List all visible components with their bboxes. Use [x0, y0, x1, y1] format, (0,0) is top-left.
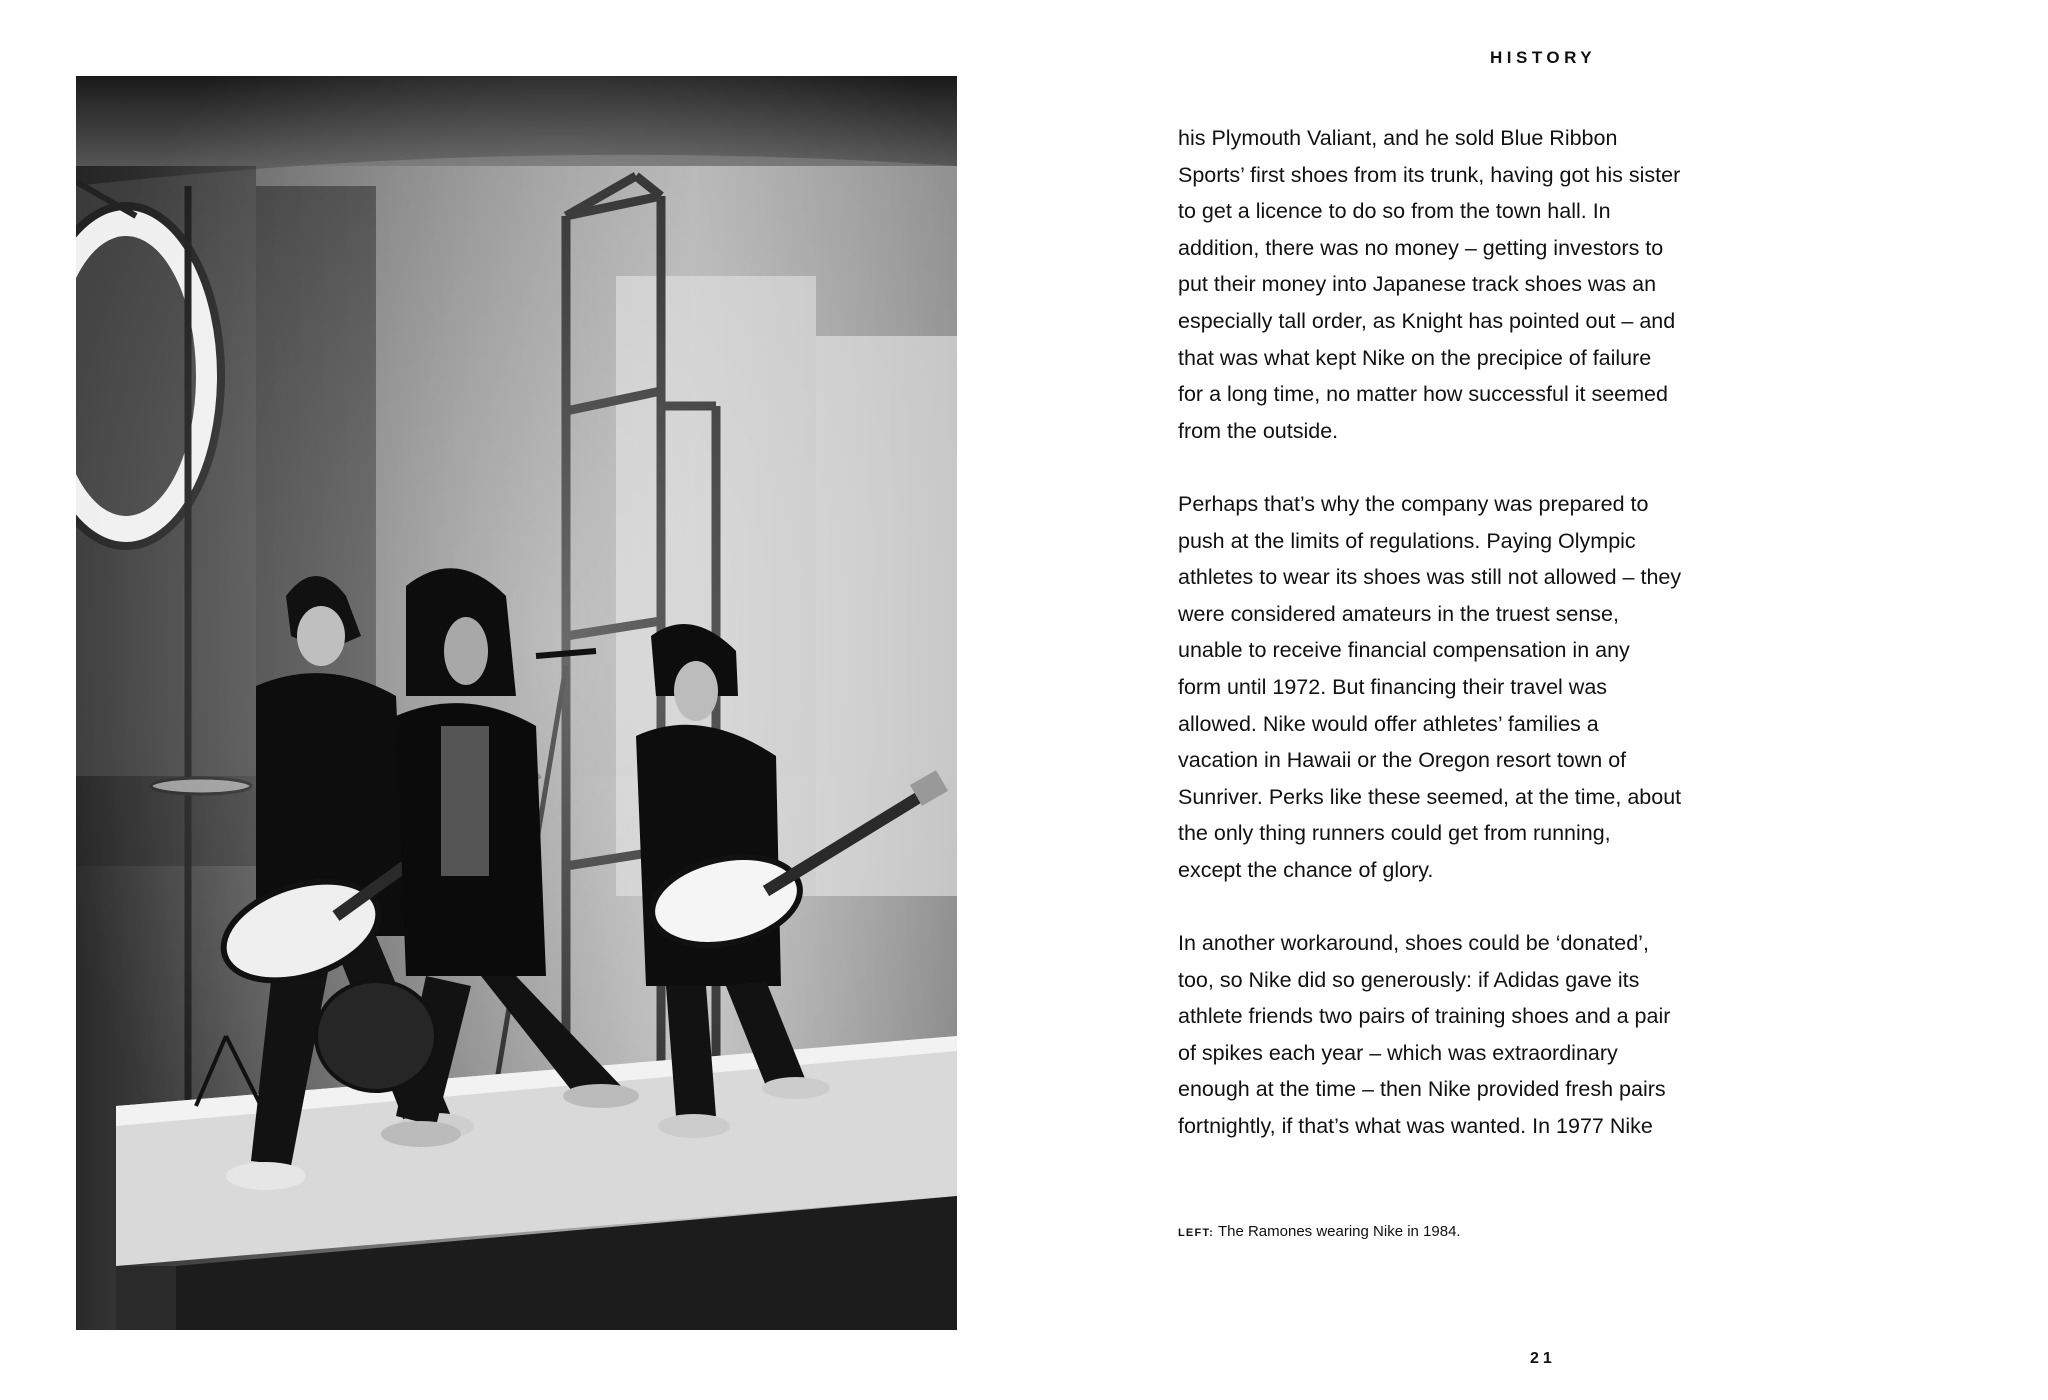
band-photo	[76, 76, 957, 1330]
text-line: from the outside.	[1178, 418, 1339, 443]
caption-text: The Ramones wearing Nike in 1984.	[1217, 1223, 1461, 1240]
caption-position-tag: LEFT:	[1178, 1227, 1214, 1239]
body-text	[1178, 120, 1750, 1181]
text-line: addition, there was no money – getting investors to	[1178, 235, 1664, 260]
text-line: athletes to wear its shoes was still not allowed – they	[1178, 565, 1682, 590]
text-line: vacation in Hawaii or the Oregon resort town of	[1178, 748, 1627, 773]
photo-caption	[1178, 1223, 1461, 1240]
text-line: fortnightly, if that’s what was wanted. In 1977 Nike	[1178, 1114, 1653, 1139]
text-line: for a long time, no matter how successful it seemed	[1178, 382, 1668, 407]
text-line: his Plymouth Valiant, and he sold Blue Ribbon	[1178, 126, 1618, 150]
text-line: to get a licence to do so from the town hall. In	[1178, 199, 1611, 224]
text-line: except the chance of glory.	[1178, 857, 1434, 882]
text-line: athlete friends two pairs of training shoes and a pair	[1178, 1004, 1671, 1029]
paragraph-1	[1178, 120, 1750, 449]
text-line: push at the limits of regulations. Paying Olympic	[1178, 528, 1636, 553]
text-line: In another workaround, shoes could be ‘donated’,	[1178, 931, 1649, 956]
text-line: Perhaps that’s why the company was prepared to	[1178, 491, 1649, 516]
text-line: put their money into Japanese track shoes was an	[1178, 272, 1657, 297]
text-line: Sunriver. Perks like these seemed, at the time, about	[1178, 784, 1682, 809]
text-line: Sports’ first shoes from its trunk, having got his sister	[1178, 162, 1681, 187]
text-line: too, so Nike did so generously: if Adidas gave its	[1178, 967, 1640, 992]
text-line: especially tall order, as Knight has pointed out – and	[1178, 308, 1676, 333]
band-photo-illustration	[76, 76, 957, 1330]
text-line: allowed. Nike would offer athletes’ families a	[1178, 711, 1599, 736]
running-head: HISTORY	[1490, 48, 1597, 67]
text-line: were considered amateurs in the truest sense,	[1178, 601, 1619, 626]
paragraph-3	[1178, 925, 1750, 1145]
text-line: that was what kept Nike on the precipice of failure	[1178, 345, 1652, 370]
page-number: 21	[1530, 1350, 1556, 1367]
text-line: form until 1972. But financing their travel was	[1178, 674, 1608, 699]
paragraph-2	[1178, 486, 1750, 889]
text-line: of spikes each year – which was extraordinary	[1178, 1040, 1618, 1065]
text-line: unable to receive financial compensation in any	[1178, 638, 1630, 663]
text-line: the only thing runners could get from running,	[1178, 821, 1611, 846]
text-line: enough at the time – then Nike provided fresh pairs	[1178, 1077, 1666, 1102]
